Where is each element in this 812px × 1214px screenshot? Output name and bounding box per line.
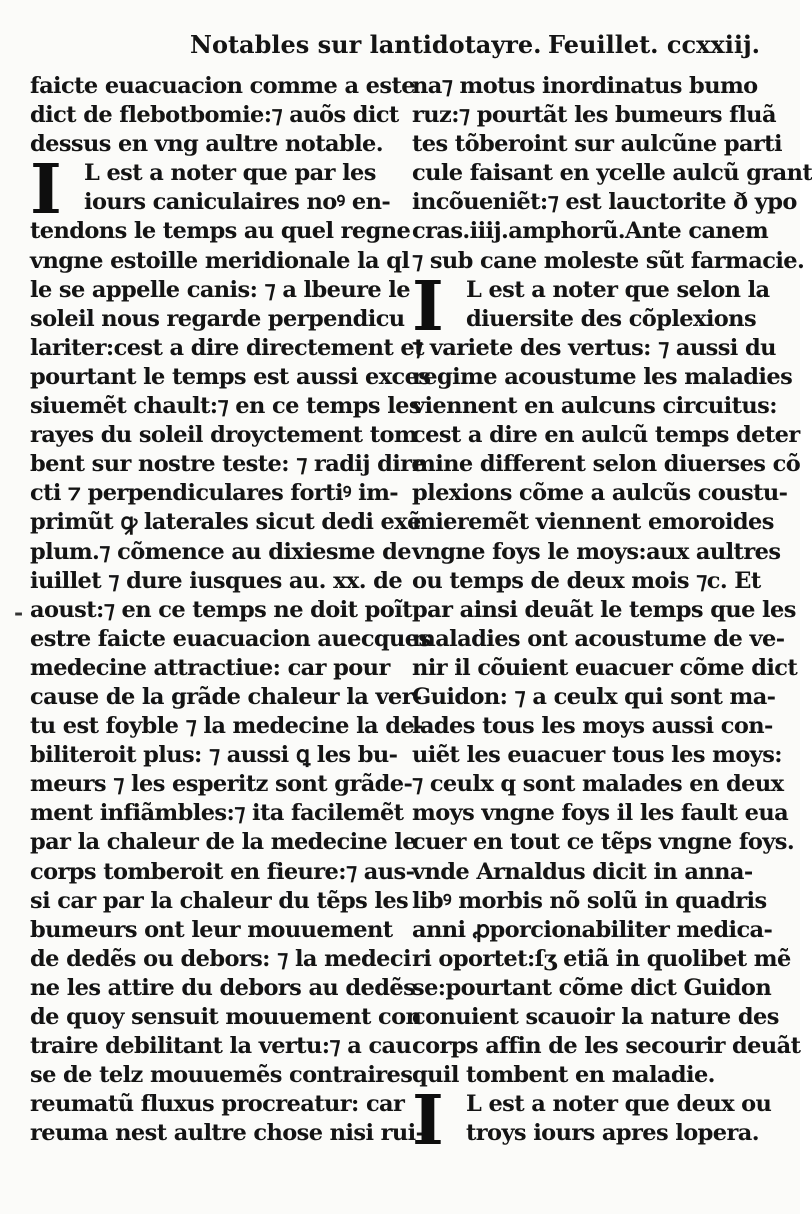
text-line: L est a noter que deux ou: [466, 1091, 772, 1118]
running-head: [190, 30, 770, 66]
text-line: mieremẽt viennent emoroides: [412, 509, 774, 536]
text-line: tu est foyble ⁊ la medecine la de-: [30, 713, 423, 740]
text-line: medecine attractiue: car pour: [30, 654, 390, 681]
text-line: L est a noter que selon la: [466, 276, 770, 303]
text-line: troys iours apres lopera.: [466, 1120, 759, 1147]
text-line: si car par la chaleur du tẽps les: [30, 887, 409, 914]
paragraph-opera: [412, 1081, 772, 1162]
text-line: traire debilitant la vertu:⁊ a cau: [30, 1033, 412, 1060]
text-line: moys vngne foys il les fault eua: [412, 800, 789, 827]
text-line: dict de flebotbomie:⁊ auõs dict: [30, 102, 399, 129]
text-line: iuillet ⁊ dure iusques au. xx. de: [30, 567, 403, 594]
text-line: meurs ⁊ les esperitz sont grãde-: [30, 771, 413, 798]
text-line: reumatũ fluxus procreatur: car: [30, 1091, 405, 1118]
text-line: dessus en vng aultre notable.: [30, 131, 383, 158]
folio-number: Feuillet. ccxxiij.: [548, 30, 760, 59]
text-line: libꝰ morbis nõ solũ in quadris: [412, 887, 767, 914]
text-line: le se appelle canis: ⁊ a lbeure le: [30, 276, 410, 303]
text-line: aoust:⁊ en ce temps ne doit poĩt: [30, 596, 412, 623]
text-line: regime acoustume les maladies: [412, 363, 793, 390]
text-line: se de telz mouuemẽs contraires: [30, 1062, 413, 1089]
text-line: vngne estoille meridionale la ql: [30, 247, 410, 274]
drop-cap-initial: I: [412, 1081, 444, 1162]
text-line: diuersite des cõplexions: [466, 305, 757, 332]
text-line: quil tombent en maladie.: [412, 1062, 715, 1089]
text-line: anni ꝓporcionabiliter medica-: [412, 916, 773, 943]
text-line: biliteroit plus: ⁊ aussi ꝗ les bu-: [30, 742, 398, 769]
text-line: ri oportet:ſʒ etiã in quolibet mẽ: [412, 945, 791, 972]
page-title: Notables sur lantidotayre.: [190, 30, 542, 59]
paragraph-complexions: [412, 266, 801, 1091]
text-line: ne les attire du debors au dedẽs: [30, 974, 416, 1001]
paragraph-caniculaires: [30, 150, 431, 1148]
text-line: corps tomberoit en fieure:⁊ aus-: [30, 858, 415, 885]
text-line: ou temps de deux mois ⁊c. Et: [412, 567, 761, 594]
text-line: uiẽt les euacuer tous les moys:: [412, 742, 783, 769]
text-line: par ainsi deuãt le temps que les: [412, 596, 796, 623]
margin-mark: -: [14, 600, 24, 626]
text-line: nir il cõuient euacuer cõme dict: [412, 654, 798, 681]
text-line: faicte euacuacion comme a este: [30, 73, 415, 99]
text-line: primũt ꝙ laterales sicut dedi exẽ: [30, 509, 421, 536]
text-line: de quoy sensuit mouuement con: [30, 1004, 422, 1030]
text-line: maladies ont acoustume de ve-: [412, 625, 785, 652]
text-line: par la chaleur de la medecine le: [30, 829, 416, 856]
text-line: cause de la grãde chaleur la ver-: [30, 683, 422, 710]
text-line: lariter:cest a dire directement et: [30, 334, 424, 361]
text-line: bent sur nostre teste: ⁊ radij dire: [30, 451, 426, 478]
text-line: reuma nest aultre chose nisi rui-: [30, 1120, 425, 1147]
text-line: iours caniculaires noꝰ en-: [84, 189, 391, 216]
text-line: na⁊ motus inordinatus bumo: [412, 73, 758, 99]
text-line: cuer en tout ce tẽps vngne foys.: [412, 829, 795, 856]
text-line: cule faisant en ycelle aulcũ grant: [412, 160, 812, 187]
text-line: plum.⁊ cõmence au dixiesme de: [30, 538, 411, 565]
text-line: bumeurs ont leur mouuement: [30, 916, 393, 943]
text-line: cest a dire en aulcũ temps deter: [412, 422, 800, 449]
text-line: estre faicte euacuacion auecques: [30, 625, 431, 652]
text-line: incõueniẽt:⁊ est lauctorite ð ypo: [412, 189, 797, 216]
text-line: ruz:⁊ pourtãt les bumeurs fluã: [412, 102, 776, 129]
left-column: [30, 72, 431, 1148]
text-line: mine different selon diuerses cõ: [412, 451, 801, 478]
text-line: vnde Arnaldus dicit in anna-: [412, 858, 753, 885]
text-line: de dedẽs ou debors: ⁊ la medeci: [30, 945, 411, 972]
text-line: lades tous les moys aussi con-: [412, 713, 773, 740]
right-column: [412, 72, 812, 1162]
text-line: Guidon: ⁊ a ceulx qui sont ma-: [412, 683, 776, 710]
text-line: vngne foys le moys:aux aultres: [412, 538, 781, 565]
text-line: pourtant le temps est aussi exces: [30, 363, 431, 390]
text-line: ⁊ ceulx q sont malades en deux: [412, 771, 784, 798]
text-line: ment infiãmbles:⁊ ita facilemẽt: [30, 800, 404, 827]
drop-cap-initial: I: [30, 150, 62, 231]
text-line: corps affin de les secourir deuãt: [412, 1033, 801, 1060]
text-line: tendons le temps au quel regne: [30, 218, 411, 245]
text-line: cti ⁊ perpendiculares fortiꝰ im-: [30, 480, 399, 507]
text-line: ⁊ sub cane moleste sũt farmacie.: [412, 247, 805, 274]
text-line: rayes du soleil droyctement tom: [30, 422, 418, 449]
text-line: tes tõberoint sur aulcũne parti: [412, 131, 782, 158]
text-line: conuient scauoir la nature des: [412, 1004, 779, 1030]
text-line: soleil nous regarde perpendicu: [30, 305, 405, 332]
text-line: viennent en aulcuns circuitus:: [412, 393, 777, 420]
text-line: se:pourtant cõme dict Guidon: [412, 974, 772, 1001]
text-line: ⁊ variete des vertus: ⁊ aussi du: [412, 334, 776, 361]
text-line: cras.iiij.amphorũ.Ante canem: [412, 218, 769, 245]
text-line: siuemẽt chault:⁊ en ce temps les: [30, 393, 421, 420]
drop-cap-initial: I: [412, 266, 444, 347]
text-line: plexions cõme a aulcũs coustu-: [412, 480, 788, 507]
text-line: L est a noter que par les: [84, 160, 376, 187]
